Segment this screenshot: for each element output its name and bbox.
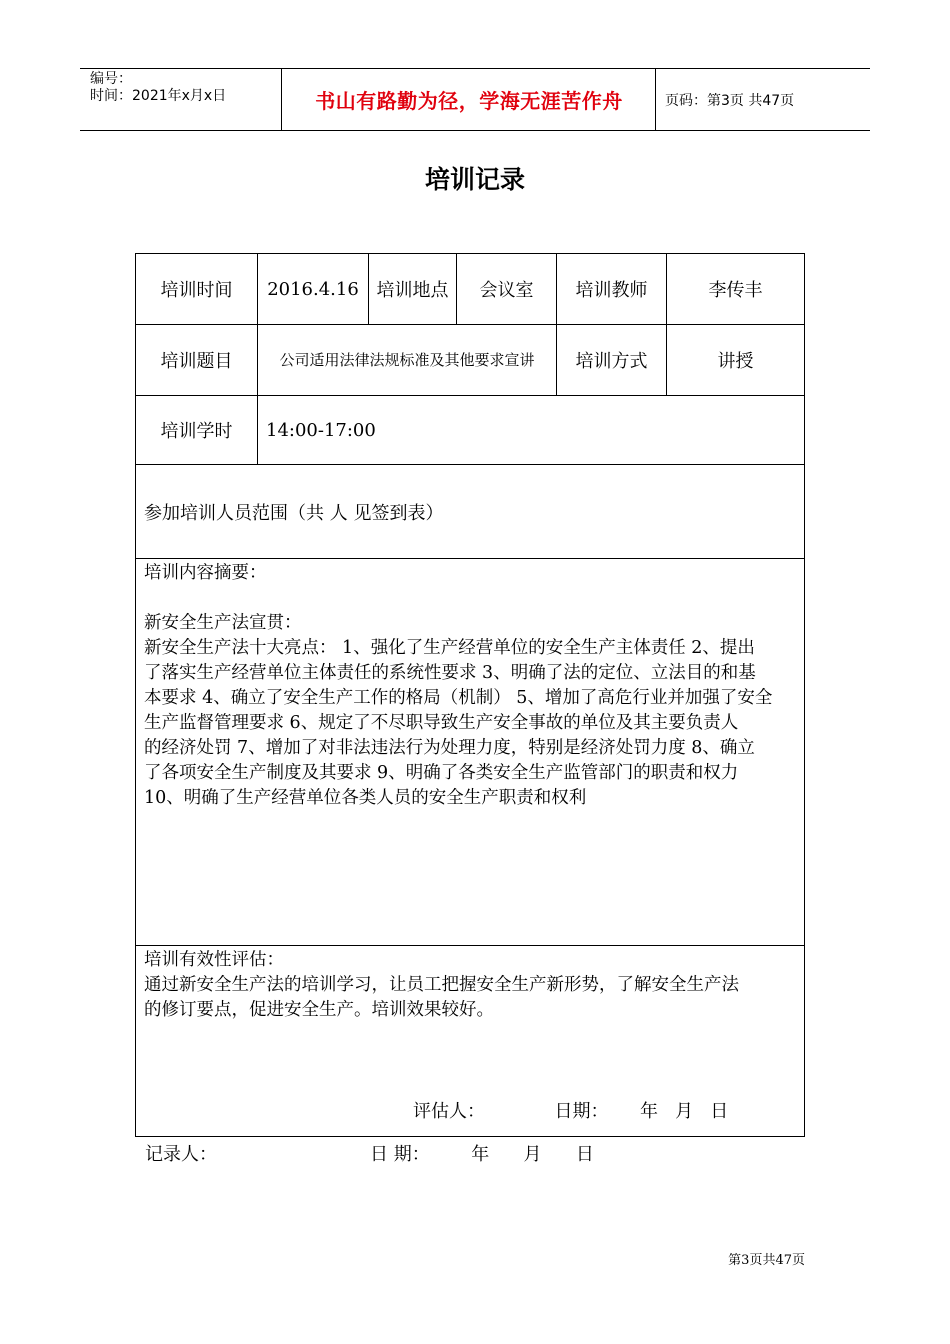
header-divider <box>281 69 282 130</box>
evaluation-date-label: 日期： <box>554 1101 609 1122</box>
summary-line: 新安全生产法十大亮点： 1、强化了生产经营单位的安全生产主体责任 2、提出 <box>144 638 755 658</box>
document-header <box>80 68 870 131</box>
recorder-label: 记录人： <box>145 1144 217 1165</box>
recorder-date-blanks: 年 月 日 <box>471 1144 594 1165</box>
training-time-value: 2016.4.16 <box>267 278 359 300</box>
date-line: 时间：2021年x月x日 <box>90 88 227 104</box>
header-slogan: 书山有路勤为径，学海无涯苦作舟 <box>315 89 623 113</box>
training-topic-value: 公司适用法律法规标准及其他要求宣讲 <box>279 351 535 369</box>
training-hours-value: 14:00-17:00 <box>266 419 376 441</box>
training-teacher-value: 李传丰 <box>708 280 763 301</box>
training-topic-label: 培训题目 <box>160 351 233 372</box>
page-footer: 第3页共47页 <box>728 1253 805 1268</box>
summary-heading: 培训内容摘要： <box>144 563 267 583</box>
content-summary <box>144 561 800 811</box>
training-record-table <box>135 253 805 1137</box>
page-title: 培训记录 <box>424 165 525 194</box>
training-teacher-label: 培训教师 <box>575 280 648 301</box>
assessor-label: 评估人： <box>413 1101 485 1122</box>
training-method-label: 培训方式 <box>575 351 648 372</box>
row-divider <box>136 558 804 559</box>
training-hours-label: 培训学时 <box>160 421 233 442</box>
participants-scope: 参加培训人员范围（共 人 见签到表） <box>144 502 444 524</box>
assessor-signature-line <box>413 1097 728 1123</box>
evaluation-line: 的修订要点，促进安全生产。培训效果较好。 <box>144 1000 494 1020</box>
evaluation-date-blanks: 年 月 日 <box>639 1101 729 1122</box>
recorder-date-line <box>370 1140 594 1166</box>
training-time-label: 培训时间 <box>160 280 233 301</box>
number-label: 编号： <box>90 71 132 87</box>
training-place-label: 培训地点 <box>376 280 449 301</box>
summary-line: 生产监督管理要求 6、规定了不尽职导致生产安全事故的单位及其主要负责人 <box>144 713 739 733</box>
summary-line: 了落实生产经营单位主体责任的系统性要求 3、明确了法的定位、立法目的和基 <box>144 663 756 683</box>
summary-line: 10、明确了生产经营单位各类人员的安全生产职责和权利 <box>144 788 587 808</box>
header-divider <box>655 69 656 130</box>
effectiveness-evaluation <box>144 948 800 1023</box>
evaluation-line: 通过新安全生产法的培训学习，让员工把握安全生产新形势，了解安全生产法 <box>144 975 739 995</box>
training-method-value: 讲授 <box>717 351 754 372</box>
summary-line: 了各项安全生产制度及其要求 9、明确了各类安全生产监管部门的职责和权力 <box>144 763 739 783</box>
row-divider <box>136 945 804 946</box>
recorder-date-label: 日 期： <box>370 1144 430 1165</box>
training-place-value: 会议室 <box>479 280 534 301</box>
evaluation-heading: 培训有效性评估： <box>144 950 284 970</box>
header-meta <box>90 71 226 105</box>
header-page-info: 页码：第3页 共47页 <box>665 92 795 109</box>
summary-subheading: 新安全生产法宣贯： <box>144 613 302 633</box>
summary-line: 的经济处罚 7、增加了对非法违法行为处理力度，特别是经济处罚力度 8、确立 <box>144 738 755 758</box>
summary-line: 本要求 4、确立了安全生产工作的格局（机制） 5、增加了高危行业并加强了安全 <box>144 688 773 708</box>
